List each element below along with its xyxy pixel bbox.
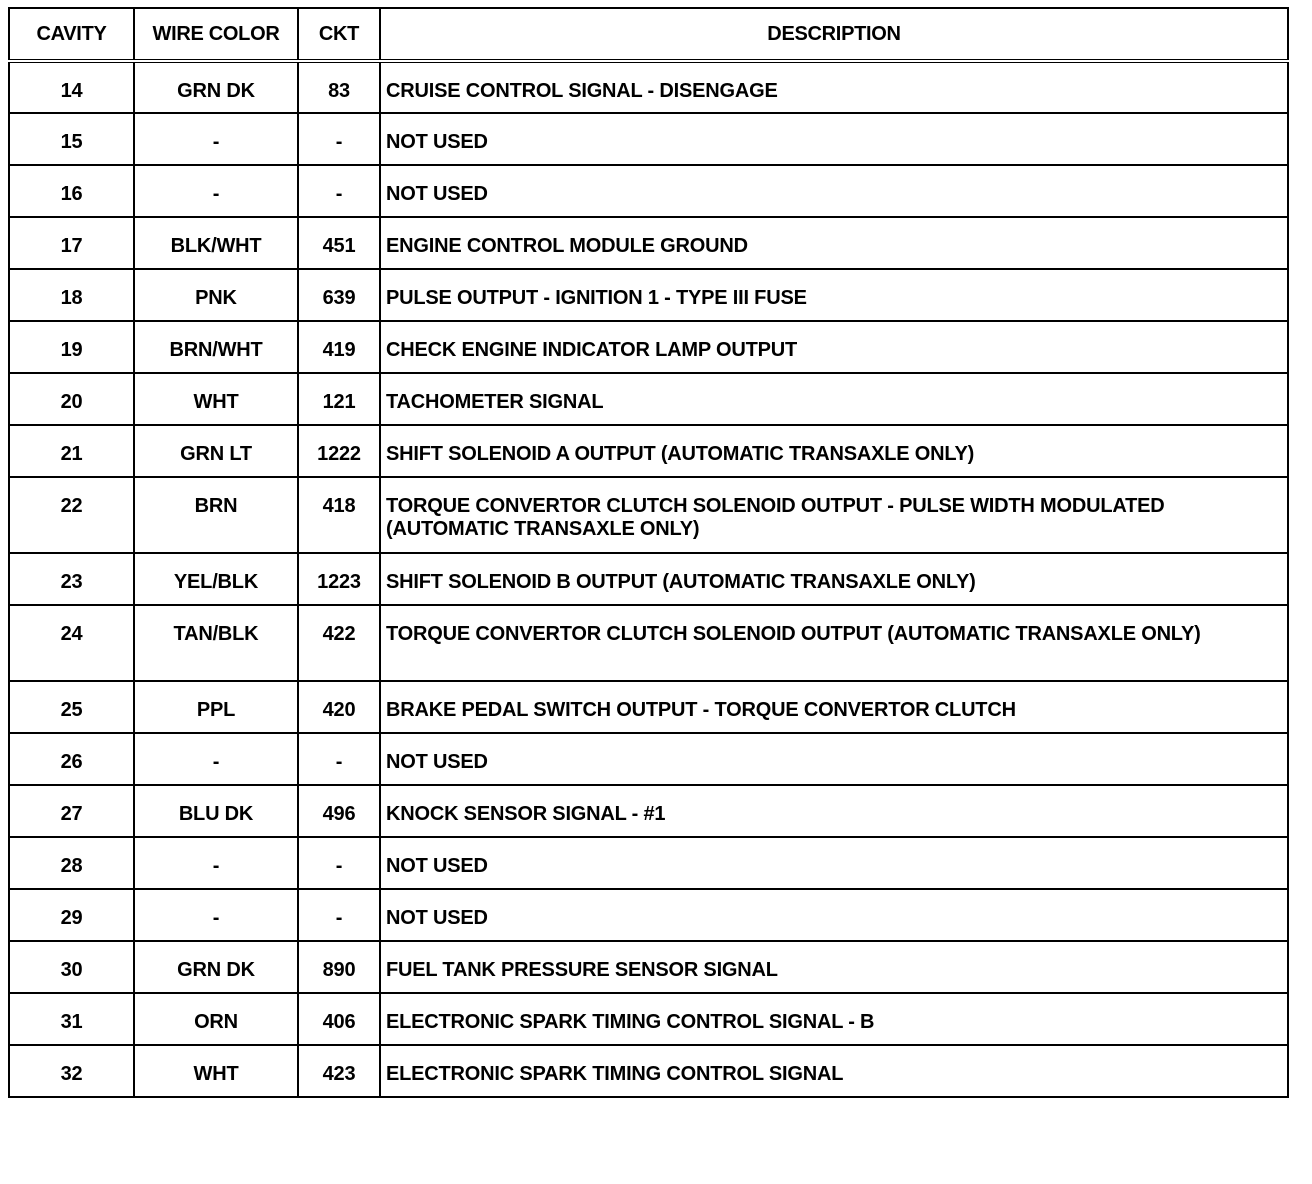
cell-ckt: 418 bbox=[298, 477, 380, 553]
cell-wire-color: BLU DK bbox=[134, 785, 298, 837]
cell-ckt: 890 bbox=[298, 941, 380, 993]
cell-ckt: - bbox=[298, 733, 380, 785]
cell-description: TORQUE CONVERTOR CLUTCH SOLENOID OUTPUT (AUTOMATIC TRANSAXLE ONLY) bbox=[380, 605, 1288, 681]
cell-cavity: 14 bbox=[9, 61, 134, 113]
cell-wire-color: - bbox=[134, 837, 298, 889]
connector-table-container bbox=[8, 7, 1287, 1098]
cell-cavity: 20 bbox=[9, 373, 134, 425]
cell-wire-color: TAN/BLK bbox=[134, 605, 298, 681]
cell-description: SHIFT SOLENOID B OUTPUT (AUTOMATIC TRANSAXLE ONLY) bbox=[380, 553, 1288, 605]
header-description: DESCRIPTION bbox=[380, 8, 1288, 61]
cell-ckt: 423 bbox=[298, 1045, 380, 1097]
cell-ckt: 451 bbox=[298, 217, 380, 269]
cell-wire-color: PNK bbox=[134, 269, 298, 321]
cell-description: CHECK ENGINE INDICATOR LAMP OUTPUT bbox=[380, 321, 1288, 373]
cell-wire-color: - bbox=[134, 113, 298, 165]
cell-description: CRUISE CONTROL SIGNAL - DISENGAGE bbox=[380, 61, 1288, 113]
cell-wire-color: YEL/BLK bbox=[134, 553, 298, 605]
connector-pinout-table bbox=[8, 7, 1289, 1098]
cell-cavity: 17 bbox=[9, 217, 134, 269]
cell-cavity: 19 bbox=[9, 321, 134, 373]
cell-cavity: 28 bbox=[9, 837, 134, 889]
cell-cavity: 22 bbox=[9, 477, 134, 553]
cell-description: TACHOMETER SIGNAL bbox=[380, 373, 1288, 425]
table-row bbox=[9, 553, 1288, 605]
cell-cavity: 29 bbox=[9, 889, 134, 941]
cell-ckt: 496 bbox=[298, 785, 380, 837]
cell-description: NOT USED bbox=[380, 165, 1288, 217]
cell-wire-color: WHT bbox=[134, 1045, 298, 1097]
cell-ckt: 406 bbox=[298, 993, 380, 1045]
cell-wire-color: GRN LT bbox=[134, 425, 298, 477]
cell-description: ELECTRONIC SPARK TIMING CONTROL SIGNAL bbox=[380, 1045, 1288, 1097]
cell-ckt: 1223 bbox=[298, 553, 380, 605]
cell-description: NOT USED bbox=[380, 113, 1288, 165]
cell-wire-color: BLK/WHT bbox=[134, 217, 298, 269]
cell-ckt: 422 bbox=[298, 605, 380, 681]
cell-ckt: 83 bbox=[298, 61, 380, 113]
cell-cavity: 32 bbox=[9, 1045, 134, 1097]
header-cavity: CAVITY bbox=[9, 8, 134, 61]
cell-wire-color: - bbox=[134, 733, 298, 785]
cell-wire-color: - bbox=[134, 165, 298, 217]
cell-wire-color: ORN bbox=[134, 993, 298, 1045]
cell-ckt: 1222 bbox=[298, 425, 380, 477]
cell-ckt: 121 bbox=[298, 373, 380, 425]
table-body bbox=[9, 61, 1288, 1097]
cell-cavity: 30 bbox=[9, 941, 134, 993]
cell-ckt: 419 bbox=[298, 321, 380, 373]
cell-cavity: 16 bbox=[9, 165, 134, 217]
cell-cavity: 23 bbox=[9, 553, 134, 605]
header-wire-color: WIRE COLOR bbox=[134, 8, 298, 61]
table-row bbox=[9, 681, 1288, 733]
table-row bbox=[9, 165, 1288, 217]
table-row bbox=[9, 837, 1288, 889]
table-header bbox=[9, 8, 1288, 61]
header-ckt: CKT bbox=[298, 8, 380, 61]
cell-wire-color: WHT bbox=[134, 373, 298, 425]
cell-description: BRAKE PEDAL SWITCH OUTPUT - TORQUE CONVERTOR CLUTCH bbox=[380, 681, 1288, 733]
cell-ckt: - bbox=[298, 113, 380, 165]
table-row bbox=[9, 217, 1288, 269]
cell-ckt: - bbox=[298, 889, 380, 941]
cell-description: ELECTRONIC SPARK TIMING CONTROL SIGNAL - B bbox=[380, 993, 1288, 1045]
cell-cavity: 21 bbox=[9, 425, 134, 477]
cell-cavity: 18 bbox=[9, 269, 134, 321]
cell-wire-color: GRN DK bbox=[134, 941, 298, 993]
cell-wire-color: BRN/WHT bbox=[134, 321, 298, 373]
cell-cavity: 25 bbox=[9, 681, 134, 733]
cell-description: KNOCK SENSOR SIGNAL - #1 bbox=[380, 785, 1288, 837]
table-row bbox=[9, 785, 1288, 837]
cell-description: FUEL TANK PRESSURE SENSOR SIGNAL bbox=[380, 941, 1288, 993]
table-row bbox=[9, 321, 1288, 373]
cell-description: NOT USED bbox=[380, 837, 1288, 889]
cell-description: TORQUE CONVERTOR CLUTCH SOLENOID OUTPUT - PULSE WIDTH MODULATED (AUTOMATIC TRANSAXLE ONLY) bbox=[380, 477, 1288, 553]
cell-ckt: 639 bbox=[298, 269, 380, 321]
cell-description: ENGINE CONTROL MODULE GROUND bbox=[380, 217, 1288, 269]
cell-wire-color: BRN bbox=[134, 477, 298, 553]
cell-description: NOT USED bbox=[380, 889, 1288, 941]
cell-ckt: - bbox=[298, 165, 380, 217]
cell-description: PULSE OUTPUT - IGNITION 1 - TYPE III FUSE bbox=[380, 269, 1288, 321]
table-row bbox=[9, 269, 1288, 321]
header-row bbox=[9, 8, 1288, 61]
table-row bbox=[9, 373, 1288, 425]
table-row bbox=[9, 425, 1288, 477]
cell-wire-color: GRN DK bbox=[134, 61, 298, 113]
cell-description: NOT USED bbox=[380, 733, 1288, 785]
cell-ckt: - bbox=[298, 837, 380, 889]
table-row bbox=[9, 993, 1288, 1045]
cell-cavity: 31 bbox=[9, 993, 134, 1045]
cell-description: SHIFT SOLENOID A OUTPUT (AUTOMATIC TRANSAXLE ONLY) bbox=[380, 425, 1288, 477]
cell-cavity: 26 bbox=[9, 733, 134, 785]
table-row bbox=[9, 941, 1288, 993]
table-row bbox=[9, 477, 1288, 553]
cell-wire-color: PPL bbox=[134, 681, 298, 733]
cell-ckt: 420 bbox=[298, 681, 380, 733]
cell-wire-color: - bbox=[134, 889, 298, 941]
table-row bbox=[9, 61, 1288, 113]
cell-cavity: 27 bbox=[9, 785, 134, 837]
table-row bbox=[9, 605, 1288, 681]
table-row bbox=[9, 1045, 1288, 1097]
cell-cavity: 24 bbox=[9, 605, 134, 681]
table-row bbox=[9, 113, 1288, 165]
table-row bbox=[9, 733, 1288, 785]
cell-cavity: 15 bbox=[9, 113, 134, 165]
table-row bbox=[9, 889, 1288, 941]
